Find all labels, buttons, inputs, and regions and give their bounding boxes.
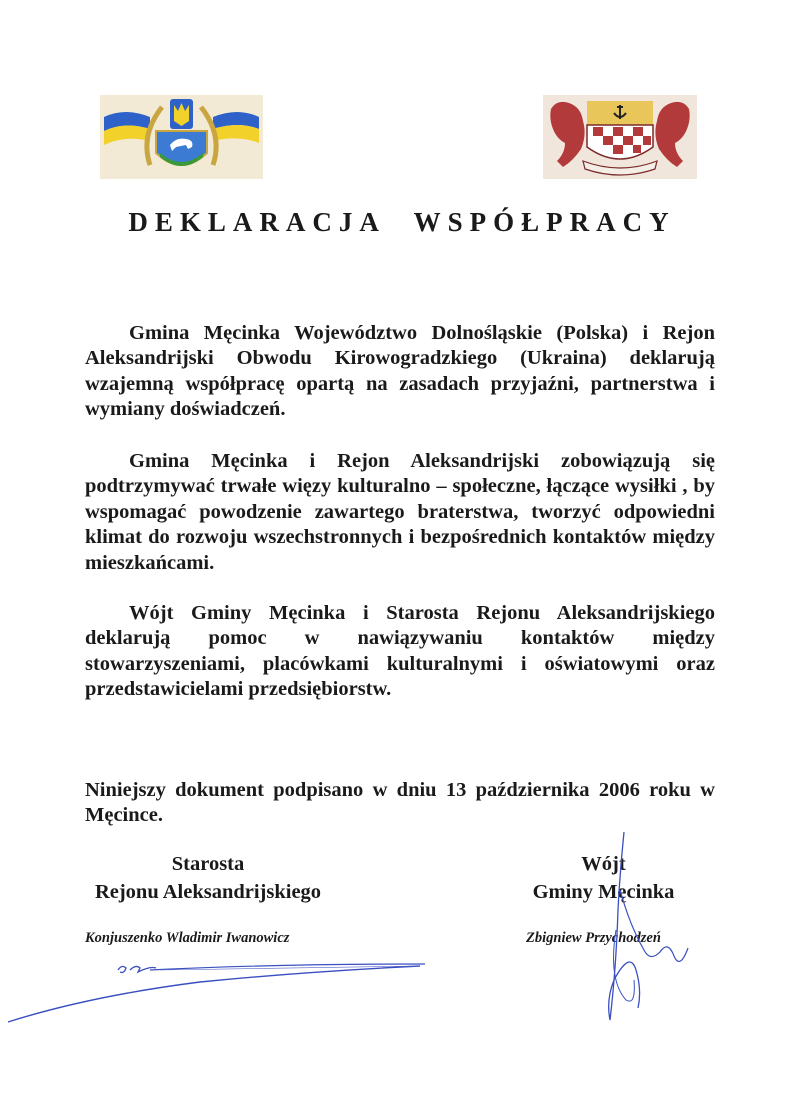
right-signatory-title — [526, 850, 681, 906]
paragraph-commitments: Gmina Męcinka i Rejon Aleksandrijski zobowiązują się podtrzymywać trwałe więzy kulturalno – społeczne, łączące wysiłki , by wspomagać powodzenie zawartego braterstwa, tworzyć odpowiedni klimat do rozwoju wszechstronnych i bezpośrednich kontaktów między mieszkańcami. — [85, 449, 715, 574]
right-signatory-office: Gminy Męcinka — [532, 881, 675, 903]
right-signatory-role: Wójt — [581, 853, 626, 875]
paragraph-signing-date: Niniejszy dokument podpisano w dniu 13 października 2006 roku w Męcince. — [85, 778, 715, 826]
right-signatory-name: Zbigniew Przychodzeń — [526, 930, 661, 946]
left-signatory-title — [85, 850, 331, 906]
ukrainian-coat-of-arms-emblem — [100, 95, 263, 179]
mecinka-coat-of-arms-emblem — [543, 95, 697, 179]
paragraph-declaration: Gmina Męcinka Województwo Dolnośląskie (Polska) i Rejon Aleksandrijski Obwodu Kirowogradzkiego (Ukraina) deklarują wzajemną współpracę opartą na zasadach przyjaźni, partnerstwa i wymiany doświadczeń. — [85, 321, 715, 420]
left-signatory-office: Rejonu Aleksandrijskiego — [94, 881, 322, 903]
left-signatory-role: Starosta — [171, 853, 245, 875]
left-handwritten-signature — [0, 950, 440, 1030]
ukrainian-coat-of-arms-icon — [100, 95, 263, 179]
document-title: DEKLARACJA WSPÓŁPRACY — [128, 207, 676, 237]
paragraph-assistance: Wójt Gminy Męcinka i Starosta Rejonu Aleksandrijskiego deklarują pomoc w nawiązywaniu kontaktów między stowarzyszeniami, placówkami kulturalnymi i oświatowymi oraz przedstawicielami przedsiębiorstw. — [85, 601, 715, 700]
left-signatory-name: Konjuszenko Wladimir Iwanowicz — [85, 930, 290, 946]
mecinka-coat-of-arms-icon — [543, 95, 697, 179]
